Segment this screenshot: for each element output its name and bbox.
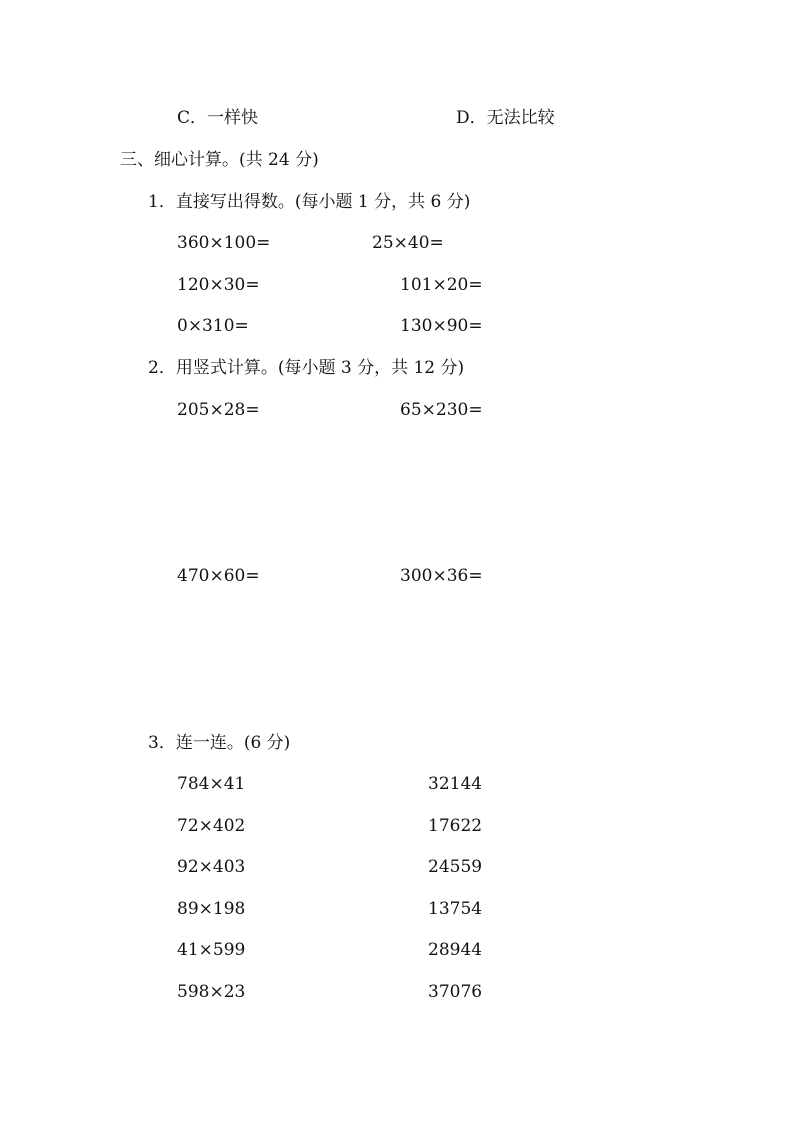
q2-item: 205×28= [177, 400, 260, 420]
q1-item: 25×40= [372, 233, 444, 253]
q3-right-item: 37076 [428, 982, 483, 1002]
q1-title: 1．直接写出得数。(每小题 1 分，共 6 分) [148, 192, 471, 212]
q2-item: 470×60= [177, 566, 260, 586]
q3-title: 3．连一连。(6 分) [148, 733, 291, 753]
q1-item: 130×90= [400, 316, 483, 336]
option-c: C．一样快 [177, 108, 259, 128]
q3-left-item: 784×41 [177, 774, 246, 794]
q3-left-item: 598×23 [177, 982, 246, 1002]
q3-right-item: 28944 [428, 940, 483, 960]
q3-left-item: 92×403 [177, 857, 246, 877]
q3-right-item: 24559 [428, 857, 483, 877]
q1-item: 360×100= [177, 233, 271, 253]
section-title: 三、细心计算。(共 24 分) [120, 150, 319, 170]
q3-left-item: 89×198 [177, 899, 246, 919]
q1-item: 101×20= [400, 275, 483, 295]
q3-left-item: 41×599 [177, 940, 246, 960]
q3-right-item: 13754 [428, 899, 483, 919]
q2-item: 300×36= [400, 566, 483, 586]
q3-right-item: 32144 [428, 774, 483, 794]
q2-title: 2．用竖式计算。(每小题 3 分，共 12 分) [148, 358, 465, 378]
q2-item: 65×230= [400, 400, 483, 420]
option-d: D．无法比较 [456, 108, 555, 128]
q3-right-item: 17622 [428, 816, 483, 836]
q1-item: 0×310= [177, 316, 249, 336]
q3-left-item: 72×402 [177, 816, 246, 836]
q1-item: 120×30= [177, 275, 260, 295]
